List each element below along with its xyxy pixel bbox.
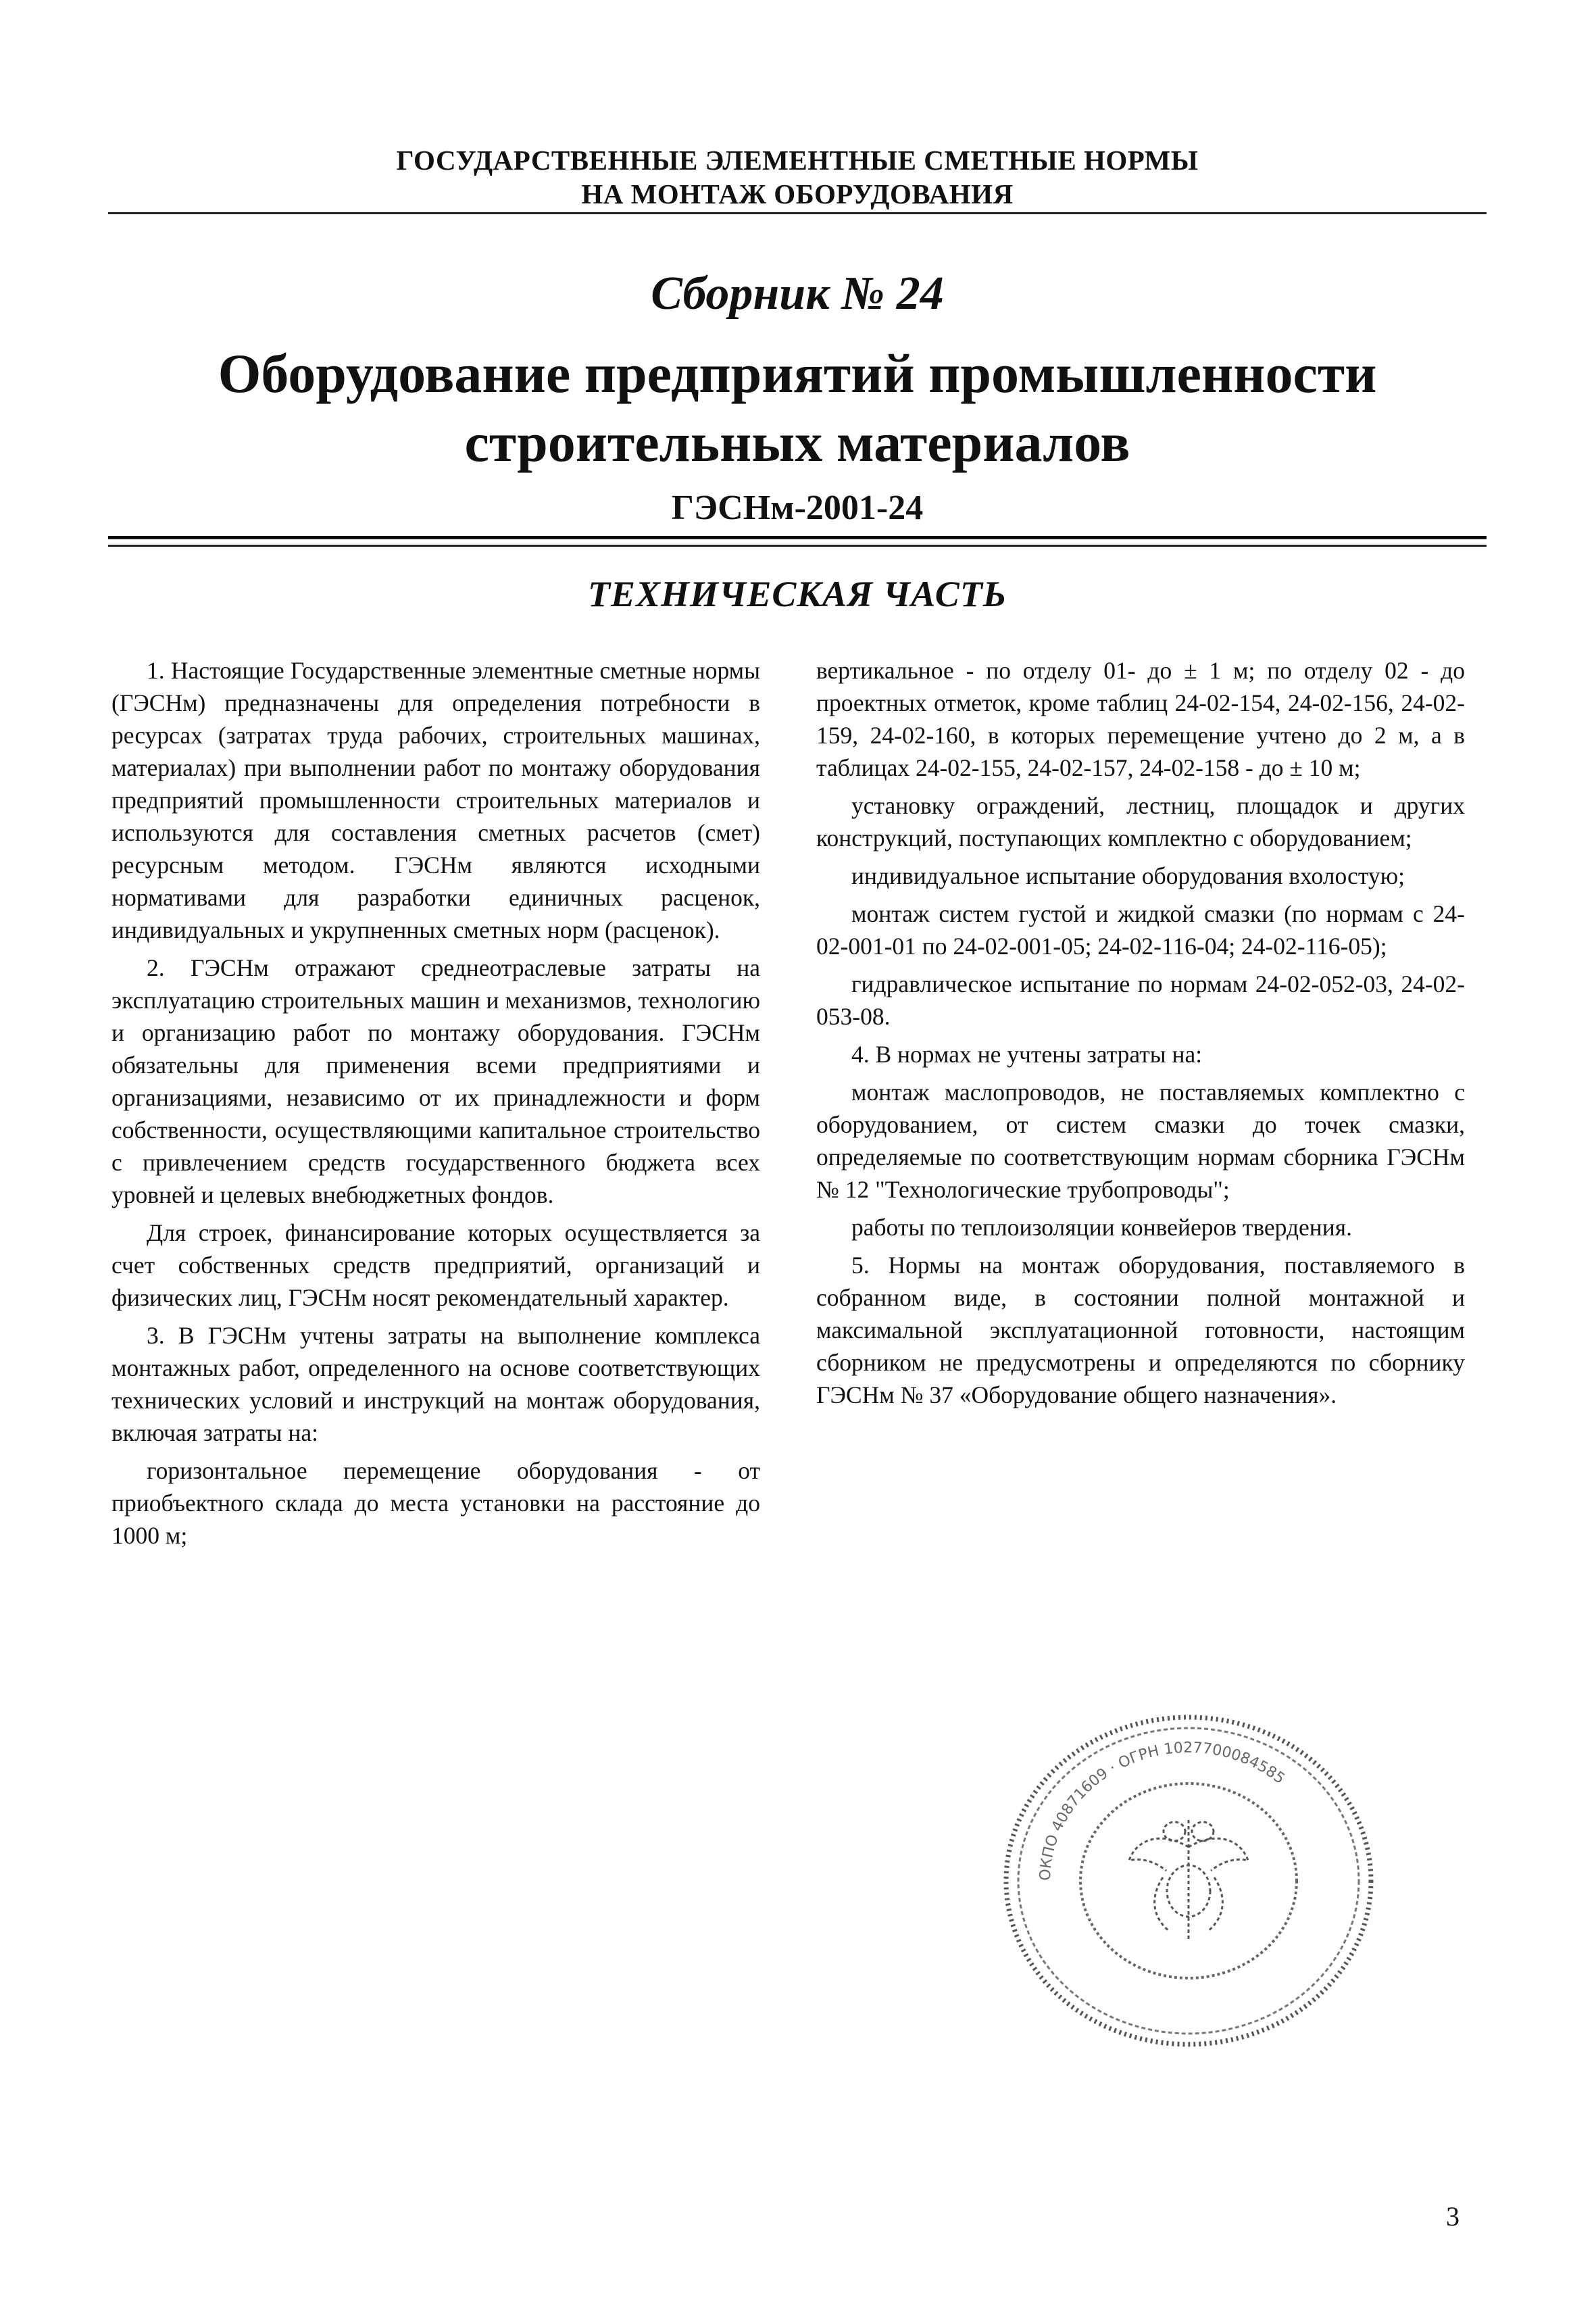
page-number: 3 [1446, 2201, 1460, 2232]
left-text-column [111, 654, 760, 1557]
title-line-1: Оборудование предприятий промышленности [218, 343, 1377, 404]
paragraph: 1. Настоящие Государственные элементные сметные нормы (ГЭСНм) предназначены для определения потребности в ресурсах (затратах труда рабочих, строительных машинах, материалах) при выполнении работ по монтажу оборудования предприятий промышленности строительных материалов и используются для составления сметных расчетов (смет) ресурсным методом. ГЭСНм являются исходными нормативами для разработки единичных расценок, индивидуальных и укрупненных сметных норм (расценок). [111, 657, 760, 943]
paragraph: монтаж систем густой и жидкой смазки (по нормам с 24-02-001-01 по 24-02-001-05; 24-02-116-04; 24-02-116-05); [816, 900, 1465, 960]
paragraph: индивидуальное испытание оборудования вхолостую; [851, 862, 1405, 889]
title-divider-top [108, 536, 1487, 539]
paragraph: установку ограждений, лестниц, площадок и других конструкций, поступающих комплектно с оборудованием; [816, 792, 1465, 852]
paragraph: 3. В ГЭСНм учтены затраты на выполнение комплекса монтажных работ, определенного на основе соответствующих технических условий и инструкций на монтаж оборудования, включая затраты на: [111, 1322, 760, 1446]
paragraph: монтаж маслопроводов, не поставляемых комплектно с оборудованием, от систем смазки до точек смазки, определяемые по соответствующим нормам сборника ГЭСНм № 12 "Технологические трубопроводы"; [816, 1079, 1465, 1203]
title-line-2: строительных материалов [464, 412, 1130, 473]
right-text-column [816, 654, 1465, 1417]
header-divider [108, 212, 1487, 214]
official-seal-icon [997, 1708, 1380, 2053]
title-divider-bottom [108, 545, 1487, 547]
document-title [108, 339, 1487, 477]
paragraph: Для строек, финансирование которых осуществляется за счет собственных средств предприятий, организаций и физических лиц, ГЭСНм носят рекомендательный характер. [111, 1219, 760, 1311]
collection-label: Сборник № 24 [651, 268, 944, 320]
seal-ring-text: ОКПО 40871609 · ОГРН 1027700084585 [1037, 1739, 1288, 1881]
paragraph: 2. ГЭСНм отражают среднеотраслевые затраты на эксплуатацию строительных машин и механизмов, технологию и организацию работ по монтажу оборудования. ГЭСНм обязательны для применения всеми предприятиями и организациями, независимо от их принадлежности и форм собственности, осуществляющими капитальное строительство с привлечением средств государственного бюджета всех уровней и целевых внебюджетных фондов. [111, 954, 760, 1208]
paragraph: 4. В нормах не учтены затраты на: [851, 1041, 1203, 1068]
paragraph: горизонтальное перемещение оборудования - от приобъектного склада до места установки на расстояние до 1000 м; [111, 1457, 760, 1549]
document-header [108, 143, 1487, 211]
paragraph: гидравлическое испытание по нормам 24-02-052-03, 24-02-053-08. [816, 970, 1465, 1030]
paragraph: вертикальное - по отделу 01- до ± 1 м; по отделу 02 - до проектных отметок, кроме таблиц 24-02-154, 24-02-156, 24-02-159, 24-02-160, в которых перемещение учтено до 2 м, а в таблицах 24-02-155, 24-02-157, 24-02-158 - до ± 10 м; [816, 657, 1465, 781]
norm-code: ГЭСНм-2001-24 [671, 489, 924, 527]
section-title: ТЕХНИЧЕСКАЯ ЧАСТЬ [587, 574, 1007, 614]
paragraph: работы по теплоизоляции конвейеров твердения. [851, 1214, 1352, 1241]
header-line-2: НА МОНТАЖ ОБОРУДОВАНИЯ [581, 178, 1014, 210]
paragraph: 5. Нормы на монтаж оборудования, поставляемого в собранном виде, в состоянии полной монтажной и максимальной эксплуатационной готовности, настоящим сборником не предусмотрены и определяются по сборнику ГЭСНм № 37 «Оборудование общего назначения». [816, 1252, 1465, 1408]
header-line-1: ГОСУДАРСТВЕННЫЕ ЭЛЕМЕНТНЫЕ СМЕТНЫЕ НОРМЫ [396, 145, 1199, 176]
